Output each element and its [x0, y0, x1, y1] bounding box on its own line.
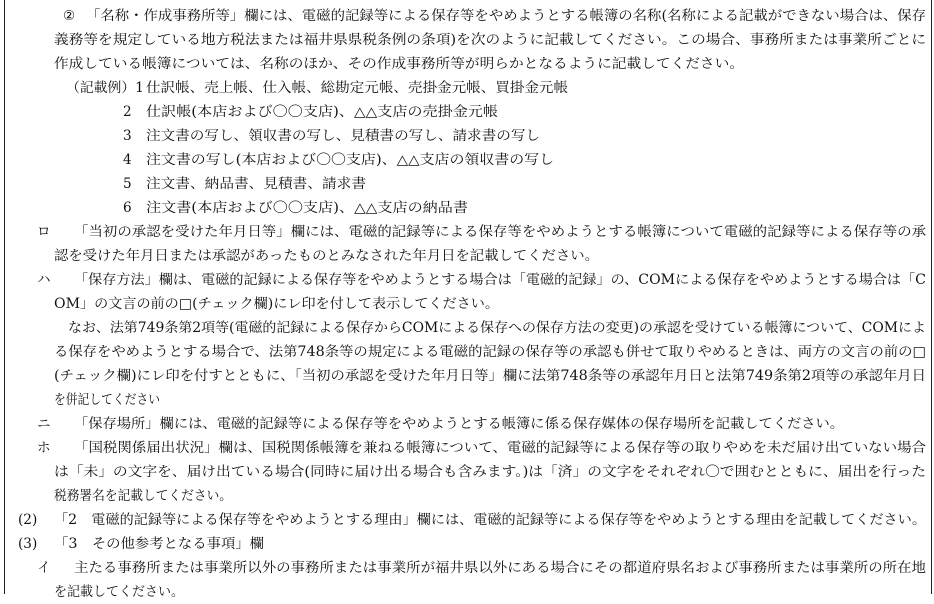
section-2-marker: (2) [18, 512, 38, 528]
example-4-text: 注文書の写し(本店および〇〇支店)、△△支店の領収書の写し [146, 152, 555, 168]
item-ha-marker: ハ [37, 272, 51, 288]
item-ha-line-4: る保存をやめようとする場合で、法第748条等の規定による電磁的記録の保存等の承認も併せて取りやめるときは、両方の文言の前の□ [54, 344, 927, 360]
item-ro-line-1: 「当初の承認を受けた年月日等」欄には、電磁的記録等による保存等をやめようとする帳簿について電磁的記録等による保存等の承 [74, 224, 927, 240]
section-2-text: 「2 電磁的記録等による保存等をやめようとする理由」欄には、電磁的記録等による保存等をやめようとする理由を記載してください。 [54, 512, 926, 528]
item-ro-marker: ロ [37, 224, 51, 240]
example-5-num: 5 [123, 176, 132, 192]
example-1-text: 仕訳帳、売上帳、仕入帳、総勘定元帳、売掛金元帳、買掛金元帳 [146, 80, 569, 96]
item-ho-line-3: 税務署名を記載してください。 [54, 488, 232, 504]
example-4-num: 4 [123, 152, 132, 168]
example-2-num: 2 [123, 104, 132, 120]
example-5-text: 注文書、納品書、見積書、請求書 [146, 176, 366, 192]
item-ha-line-6: を併記してください [54, 392, 160, 408]
item-2-line-2: 義務等を規定している地方税法または福井県県税条例の条項)を次のように記載してください。この場合、事務所または事業所ごとに [54, 32, 927, 48]
item-ho-marker: ホ [37, 440, 51, 456]
example-3-num: 3 [123, 128, 132, 144]
item-ho-line-1: 「国税関係届出状況」欄は、国税関係帳簿を兼ねる帳簿について、電磁的記録等による保存等の取りやめを未だ届け出ていない場合 [74, 440, 926, 456]
example-6-num: 6 [123, 200, 132, 216]
item-i-marker: イ [37, 560, 51, 576]
examples-label: （記載例）1 [66, 80, 144, 96]
item-i-line-2: を記載してください。 [54, 584, 184, 600]
item-ro-line-2: 認を受けた年月日または承認があったものとみなされた年月日を記載してください。 [54, 248, 599, 264]
item-2-number: ② [63, 8, 76, 24]
example-6-text: 注文書(本店および〇〇支店)、△△支店の納品書 [146, 200, 468, 216]
example-2-text: 仕訳帳(本店および〇〇支店)、△△支店の売掛金元帳 [146, 104, 499, 120]
item-ni-line-1: 「保存場所」欄には、電磁的記録等による保存等をやめようとする帳簿に係る保存媒体の保存場所を記載してください。 [74, 416, 845, 432]
item-2-line-1: 「名称・作成事務所等」欄には、電磁的記録等による保存等をやめようとする帳簿の名称(名称による記載ができない場合は、保存 [86, 8, 927, 24]
item-i-line-1: 主たる事務所または事業所以外の事務所または事業所が福井県以外にある場合にその都道府県名および事務所または事業所の所在地 [74, 560, 926, 576]
item-ho-line-2: は「未」の文字を、届け出ている場合(同時に届け出る場合も含みます。)は「済」の文字をそれぞれ〇で囲むとともに、届出を行った [54, 464, 927, 480]
section-3-marker: (3) [18, 536, 38, 552]
item-2-line-3: 作成している帳簿については、名称のほか、その作成事務所等が明らかとなるように記載してください。 [54, 56, 744, 72]
section-3-text: 「3 その他参考となる事項」欄 [54, 536, 264, 552]
item-ha-line-3: なお、法第749条第2項等(電磁的記録による保存からCOMによる保存への保存方法の変更)の承認を受けている帳簿について、COMによ [68, 320, 926, 336]
item-ha-line-1: 「保存方法」欄は、電磁的記録による保存等をやめようとする場合は「電磁的記録」の、COMによる保存をやめようとする場合は「C [74, 272, 926, 288]
item-ni-marker: ニ [37, 416, 51, 432]
item-ha-line-2: OM」の文言の前の□(チェック欄)にレ印を付して表示してください。 [54, 296, 499, 312]
item-ha-line-5: (チェック欄)にレ印を付すとともに、「当初の承認を受けた年月日等」欄に法第748条等の承認年月日と法第749条第2項等の承認年月日 [54, 368, 926, 384]
example-3-text: 注文書の写し、領収書の写し、見積書の写し、請求書の写し [146, 128, 541, 144]
